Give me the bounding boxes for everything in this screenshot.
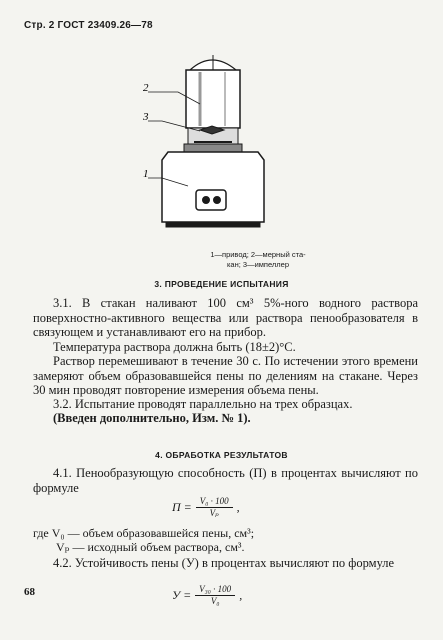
section-3-title: 3. ПРОВЕДЕНИЕ ИСПЫТАНИЯ	[154, 279, 289, 289]
paragraph-temperature: Температура раствора должна быть (18±2)°С.	[53, 340, 296, 354]
formula-stability-numerator: V₃₀ · 100	[195, 584, 235, 596]
caption-line-1: 1—привод; 2—мерный ста-	[210, 250, 306, 259]
apparatus-figure	[0, 0, 443, 250]
amendment-note: (Введен дополнительно, Изм. № 1).	[53, 411, 251, 425]
formula-foaming-numerator: V₀ · 100	[196, 496, 233, 508]
paragraph-3-1: 3.1. В стакан наливают 100 см³ 5%-ного водного раствора поверхностно-активного вещества или раствора пенообразователя в связующем и устанавливают его на прибор.	[33, 296, 418, 339]
paragraph-4-1: 4.1. Пенообразующую способность (П) в процентах вычисляют по формуле	[33, 466, 418, 495]
formula-foaming	[172, 496, 240, 519]
page-number: 68	[24, 586, 35, 598]
formula-stability-denominator: V₀	[210, 596, 220, 606]
paragraph-3-2: 3.2. Испытание проводят параллельно на трех образцах.	[53, 397, 353, 411]
formula-stability	[172, 584, 242, 607]
caption-line-2: кан; 3—импеллер	[226, 260, 290, 269]
paragraph-4-2: 4.2. Устойчивость пены (У) в процентах вычисляют по формуле	[53, 556, 395, 570]
section-4-title: 4. ОБРАБОТКА РЕЗУЛЬТАТОВ	[155, 450, 288, 460]
formula-foaming-comma: ,	[236, 500, 240, 514]
drive-base	[162, 152, 264, 227]
figure-label-1: 1	[143, 168, 149, 180]
formula-foaming-denominator: Vₚ	[209, 508, 219, 518]
figure-caption	[188, 250, 328, 270]
formula-stability-comma: ,	[239, 588, 243, 602]
legend-v0: где V₀ — объем образовавшейся пены, см³;	[33, 526, 255, 540]
legend-vp: Vₚ — исходный объем раствора, см³.	[56, 540, 245, 554]
paragraph-mixing: Раствор перемешивают в течение 30 с. По истечении этого времени замеряют объем образовавшейся пены по делениям на стакане. Через 30 мин проводят повторение измерения объема пены.	[33, 354, 418, 397]
formula-stability-lhs: У =	[172, 588, 192, 602]
page-header: Стр. 2 ГОСТ 23409.26—78	[24, 20, 153, 31]
formula-foaming-lhs: П =	[172, 500, 192, 514]
measuring-beaker	[186, 55, 240, 128]
figure-label-2: 2	[143, 82, 149, 94]
figure-label-3: 3	[143, 111, 149, 123]
impeller	[184, 126, 242, 152]
